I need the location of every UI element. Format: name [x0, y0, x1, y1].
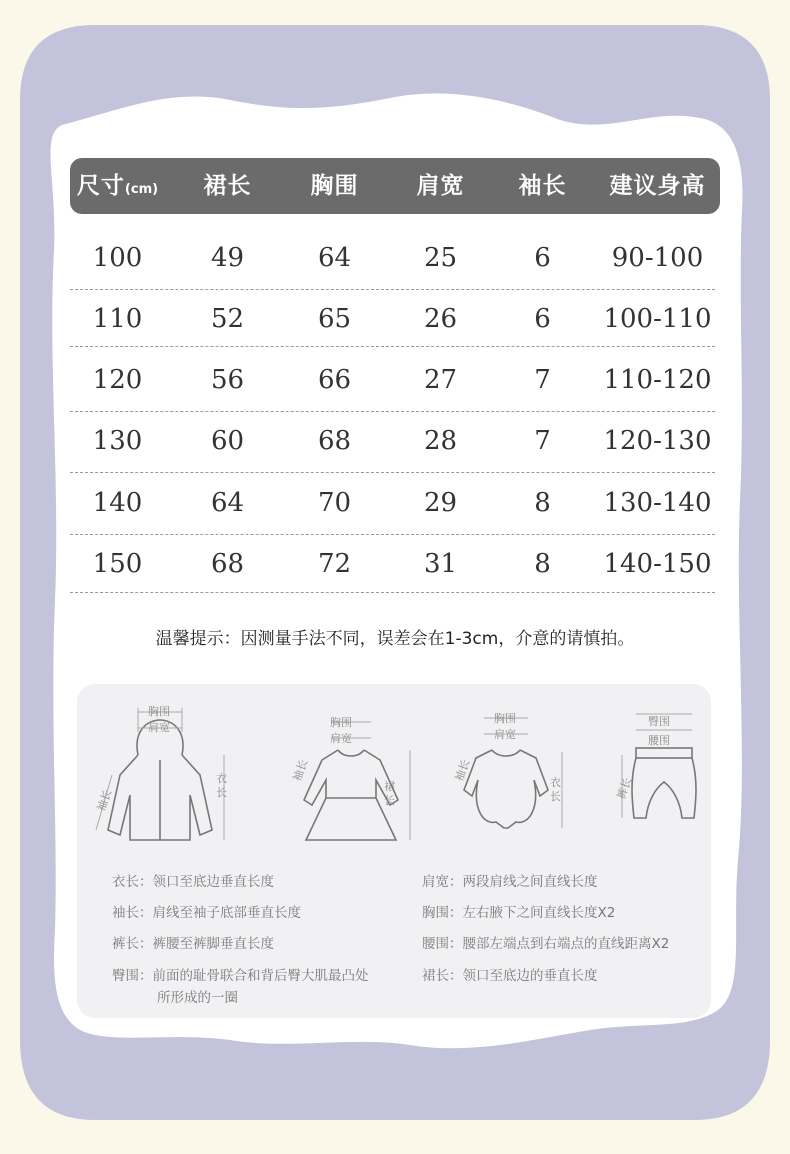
- pants-waist-label: 腰围: [648, 734, 670, 747]
- cell-chest: 68: [317, 426, 352, 456]
- dress-chest-label: 胸围: [330, 716, 352, 729]
- romper-diagram: [444, 700, 574, 850]
- cell-chest: 72: [317, 549, 352, 579]
- def-pants-length: 裤长：裤腰至裤脚垂直长度: [112, 936, 274, 952]
- cell-skirt: 64: [210, 488, 245, 518]
- header-sleeve: 袖长: [518, 173, 567, 199]
- dress-shoulder-label: 肩宽: [330, 732, 352, 745]
- cell-height: 100-110: [603, 304, 712, 334]
- def-skirt-length: 裙长：领口至底边的垂直长度: [422, 968, 598, 984]
- cell-chest: 65: [317, 304, 352, 334]
- cell-sleeve: 7: [534, 426, 551, 456]
- jacket-diagram: [88, 700, 228, 850]
- cell-sleeve: 6: [534, 243, 551, 273]
- dress-skirt-label-2: 长: [384, 794, 395, 807]
- measurement-tip: 温馨提示：因测量手法不同，误差会在1-3cm，介意的请慎拍。: [155, 629, 635, 649]
- cell-skirt: 68: [210, 549, 245, 579]
- romper-sleeve-label: 袖长: [452, 757, 473, 784]
- cell-shoulder: 27: [423, 365, 458, 395]
- cell-chest: 64: [317, 243, 352, 273]
- romper-chest-label: 胸围: [494, 712, 516, 725]
- pants-hip-label: 臀围: [648, 715, 670, 728]
- cell-size: 120: [92, 365, 143, 395]
- cell-height: 120-130: [603, 426, 712, 456]
- header-chest: 胸围: [310, 173, 359, 199]
- dress-sleeve-label: 袖长: [290, 757, 311, 784]
- cell-sleeve: 8: [534, 549, 551, 579]
- table-row: [70, 411, 720, 471]
- cell-height: 130-140: [603, 488, 712, 518]
- romper-length-label-1: 衣: [550, 776, 561, 789]
- cell-skirt: 60: [210, 426, 245, 456]
- cell-skirt: 56: [210, 365, 245, 395]
- jacket-shoulder-label: 肩宽: [148, 721, 170, 734]
- cell-shoulder: 29: [423, 488, 458, 518]
- dress-diagram: [286, 700, 416, 850]
- cell-skirt: 52: [210, 304, 245, 334]
- cell-size: 110: [92, 304, 143, 334]
- cell-shoulder: 28: [423, 426, 458, 456]
- cell-sleeve: 7: [534, 365, 551, 395]
- cell-sleeve: 6: [534, 304, 551, 334]
- cell-shoulder: 31: [423, 549, 458, 579]
- table-row: [70, 228, 720, 288]
- header-size: 尺寸(cm): [76, 173, 159, 199]
- romper-icon: [464, 750, 548, 828]
- cell-skirt: 49: [210, 243, 245, 273]
- header-skirt-length: 裙长: [203, 173, 252, 199]
- cell-chest: 70: [317, 488, 352, 518]
- def-garment-length: 衣长：领口至底边垂直长度: [112, 874, 274, 890]
- row-divider: [70, 592, 715, 593]
- size-table-header: [70, 158, 720, 214]
- header-shoulder: 肩宽: [416, 173, 465, 199]
- table-row: [70, 473, 720, 533]
- jacket-length-label-2: 长: [216, 786, 227, 799]
- jacket-chest-label: 胸围: [148, 705, 170, 718]
- header-height: 建议身高: [609, 173, 706, 199]
- def-sleeve-length: 袖长：肩线至袖子底部垂直长度: [112, 905, 301, 921]
- cell-size: 130: [92, 426, 143, 456]
- cell-chest: 66: [317, 365, 352, 395]
- cell-size: 150: [92, 549, 143, 579]
- row-divider: [70, 346, 715, 347]
- cell-shoulder: 26: [423, 304, 458, 334]
- cell-height: 140-150: [603, 549, 712, 579]
- cell-height: 110-120: [603, 365, 712, 395]
- cell-shoulder: 25: [423, 243, 458, 273]
- romper-shoulder-label: 肩宽: [494, 728, 516, 741]
- pants-length-label: 裤长: [614, 775, 635, 802]
- table-row: [70, 350, 720, 410]
- table-row: [70, 289, 720, 349]
- cell-size: 100: [92, 243, 143, 273]
- dress-skirt-label-1: 裙: [384, 780, 395, 793]
- cell-height: 90-100: [611, 243, 704, 273]
- jacket-length-label-1: 衣: [216, 772, 227, 785]
- def-waist: 腰围：腰部左端点到右端点的直线距离X2: [422, 936, 670, 952]
- pants-icon: [632, 748, 696, 818]
- cell-sleeve: 8: [534, 488, 551, 518]
- jacket-sleeve-label: 袖长: [94, 787, 115, 814]
- def-hip-continued: 所形成的一圈: [157, 990, 238, 1006]
- jacket-icon: [108, 720, 212, 840]
- cell-size: 140: [92, 488, 143, 518]
- romper-length-label-2: 长: [550, 790, 561, 803]
- def-shoulder-width: 肩宽：两段肩线之间直线长度: [422, 874, 598, 890]
- table-row: [70, 534, 720, 594]
- def-hip: 臀围：前面的耻骨联合和背后臀大肌最凸处: [112, 968, 369, 984]
- pants-diagram: [600, 700, 710, 850]
- def-chest: 胸围：左右腋下之间直线长度X2: [422, 905, 616, 921]
